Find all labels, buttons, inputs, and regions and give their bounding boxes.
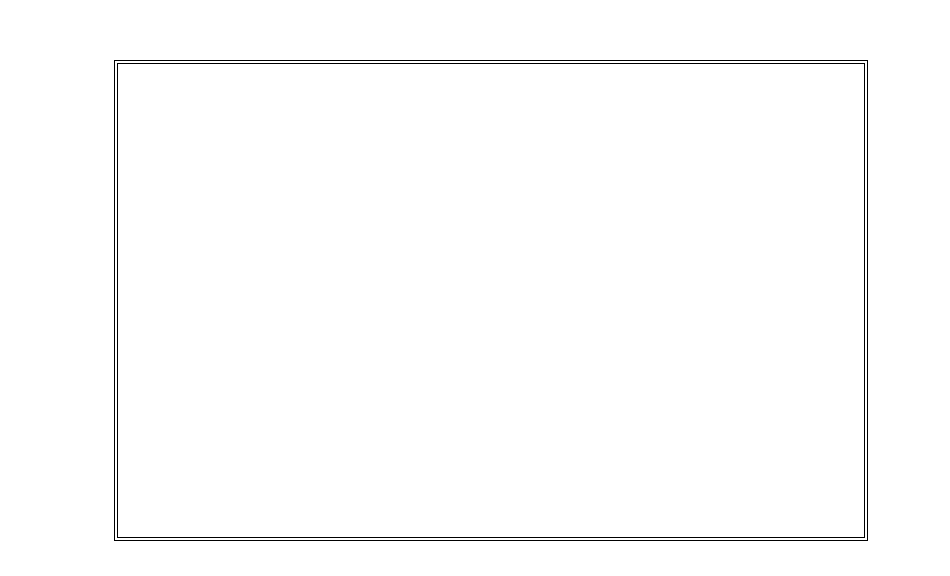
line-number-header — [117, 64, 136, 110]
table-inner-frame — [117, 63, 865, 538]
